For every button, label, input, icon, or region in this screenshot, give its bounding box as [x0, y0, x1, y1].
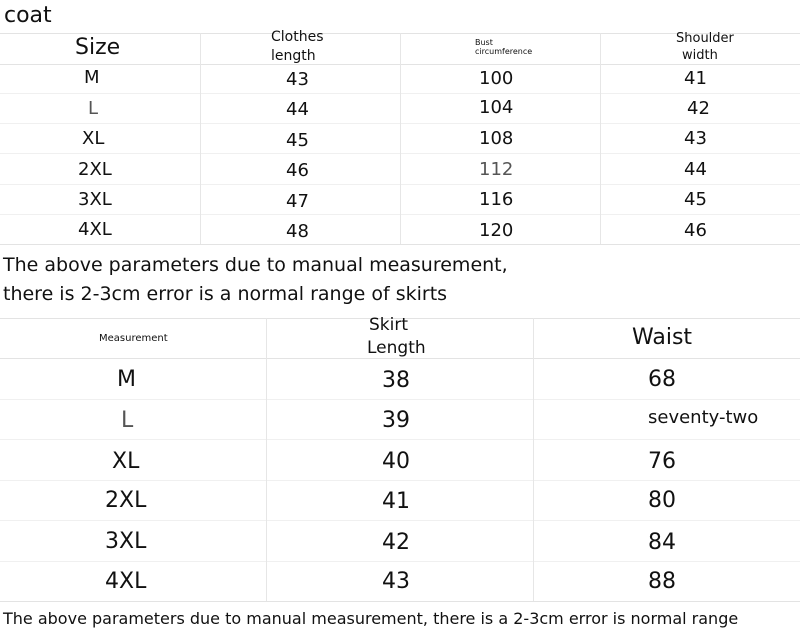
skirt-length: 43 [382, 569, 410, 594]
coat-note-line2: there is 2-3cm error is a normal range of skirts [3, 283, 448, 305]
skirt-length: 38 [382, 368, 410, 393]
coat-length: 44 [286, 99, 309, 120]
divider [266, 318, 267, 601]
header-skirt-length-line2: Length [367, 338, 426, 358]
coat-shoulder: 45 [684, 189, 707, 210]
coat-size: L [88, 98, 99, 119]
coat-bust: 100 [479, 68, 514, 89]
header-shoulder-line1: Shoulder [676, 31, 734, 46]
skirt-size: 3XL [105, 529, 147, 554]
coat-length: 45 [286, 130, 309, 151]
skirt-length: 40 [382, 449, 410, 474]
skirt-note: The above parameters due to manual measurement, there is a 2-3cm error is normal range [3, 609, 739, 628]
divider [200, 33, 201, 244]
coat-bust: 104 [479, 97, 514, 118]
header-clothes-length-line1: Clothes [271, 29, 324, 45]
skirt-size: M [117, 367, 136, 392]
divider [0, 244, 800, 245]
skirt-size: 4XL [105, 569, 147, 594]
divider [0, 520, 800, 521]
skirt-size: 2XL [105, 488, 147, 513]
coat-length: 43 [286, 69, 309, 90]
skirt-waist: 84 [648, 530, 676, 555]
header-shoulder-line2: width [682, 48, 718, 63]
divider [0, 601, 800, 602]
skirt-waist: 68 [648, 367, 676, 392]
divider [400, 33, 401, 244]
coat-title: coat [4, 3, 52, 28]
coat-bust: 108 [479, 128, 514, 149]
coat-note-line1: The above parameters due to manual measurement, [3, 254, 508, 276]
skirt-length: 42 [382, 530, 410, 555]
coat-size: 4XL [78, 219, 112, 240]
coat-length: 46 [286, 160, 309, 181]
header-skirt-length-line1: Skirt [369, 315, 409, 335]
skirt-size: XL [112, 449, 140, 474]
skirt-length: 41 [382, 489, 410, 514]
skirt-waist: seventy-two [648, 407, 759, 428]
divider [0, 399, 800, 400]
divider [533, 318, 534, 601]
divider [0, 561, 800, 562]
coat-shoulder: 42 [687, 98, 710, 119]
coat-shoulder: 43 [684, 128, 707, 149]
skirt-length: 39 [382, 408, 410, 433]
coat-length: 47 [286, 191, 309, 212]
header-bust-line1: Bust [475, 38, 493, 47]
skirt-waist: 80 [648, 488, 676, 513]
header-clothes-length-line2: length [271, 48, 316, 64]
header-measurement: Measurement [99, 333, 168, 344]
coat-bust: 112 [479, 159, 514, 180]
coat-shoulder: 46 [684, 220, 707, 241]
coat-size: 3XL [78, 189, 112, 210]
coat-bust: 120 [479, 220, 514, 241]
skirt-size: L [121, 408, 134, 433]
coat-size: M [84, 67, 100, 88]
coat-length: 48 [286, 221, 309, 242]
coat-shoulder: 41 [684, 68, 707, 89]
header-bust-line2: circumference [475, 47, 533, 56]
coat-size: XL [82, 128, 105, 149]
skirt-waist: 88 [648, 569, 676, 594]
header-size: Size [75, 35, 121, 60]
coat-size: 2XL [78, 159, 112, 180]
divider [600, 33, 601, 244]
coat-shoulder: 44 [684, 159, 707, 180]
header-waist: Waist [632, 325, 693, 350]
coat-bust: 116 [479, 189, 514, 210]
divider [0, 480, 800, 481]
divider [0, 439, 800, 440]
skirt-waist: 76 [648, 449, 676, 474]
